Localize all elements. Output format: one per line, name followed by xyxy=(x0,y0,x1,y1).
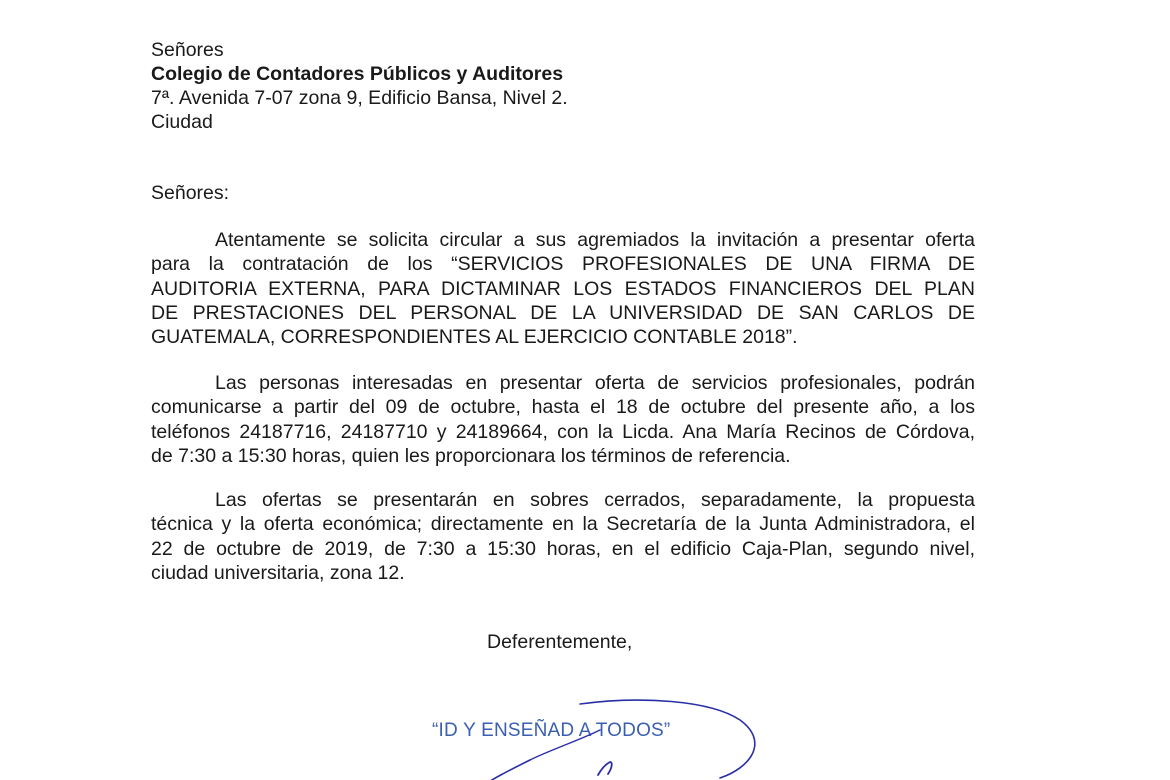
recipient-address: 7ª. Avenida 7-07 zona 9, Edificio Bansa, Nivel 2. xyxy=(151,87,568,109)
paragraph-line: teléfonos 24187716, 24187710 y 24189664, con la Licda. Ana María Recinos de Córdova, xyxy=(151,420,975,443)
university-motto: “ID Y ENSEÑAD A TODOS” xyxy=(432,720,671,741)
paragraph-line: ciudad universitaria, zona 12. xyxy=(151,561,405,584)
greeting: Señores: xyxy=(151,182,230,204)
recipient-city: Ciudad xyxy=(151,111,213,133)
paragraph-line: técnica y la oferta económica; directamente en la Secretaría de la Junta Administradora, el xyxy=(151,513,975,536)
recipient-organization: Colegio de Contadores Públicos y Auditores xyxy=(151,63,564,85)
recipient-salutation: Señores xyxy=(151,39,224,61)
paragraph-line: Las ofertas se presentarán en sobres cerrados, separadamente, la propuesta xyxy=(215,489,975,511)
paragraph-submission xyxy=(151,488,975,585)
paragraph-line: DE PRESTACIONES DEL PERSONAL DE LA UNIVERSIDAD DE SAN CARLOS DE xyxy=(151,301,975,324)
paragraph-line: AUDITORIA EXTERNA, PARA DICTAMINAR LOS ESTADOS FINANCIEROS DEL PLAN xyxy=(151,277,975,300)
closing: Deferentemente, xyxy=(487,631,633,653)
paragraph-line: para la contratación de los “SERVICIOS PROFESIONALES DE UNA FIRMA DE xyxy=(151,253,975,276)
paragraph-line: de 7:30 a 15:30 horas, quien les proporcionara los términos de referencia. xyxy=(151,444,791,467)
paragraph-line: GUATEMALA, CORRESPONDIENTES AL EJERCICIO CONTABLE 2018”. xyxy=(151,326,798,349)
paragraph-contact xyxy=(151,371,975,468)
paragraph-line: 22 de octubre de 2019, de 7:30 a 15:30 horas, en el edificio Caja-Plan, segundo nivel, xyxy=(151,537,975,560)
paragraph-line: comunicarse a partir del 09 de octubre, hasta el 18 de octubre del presente año, a los xyxy=(151,396,975,419)
paragraph-line: Las personas interesadas en presentar oferta de servicios profesionales, podrán xyxy=(215,372,975,394)
handwritten-signature xyxy=(470,690,770,780)
paragraph-line: Atentamente se solicita circular a sus agremiados la invitación a presentar oferta xyxy=(215,229,975,251)
paragraph-invitation xyxy=(151,228,975,349)
